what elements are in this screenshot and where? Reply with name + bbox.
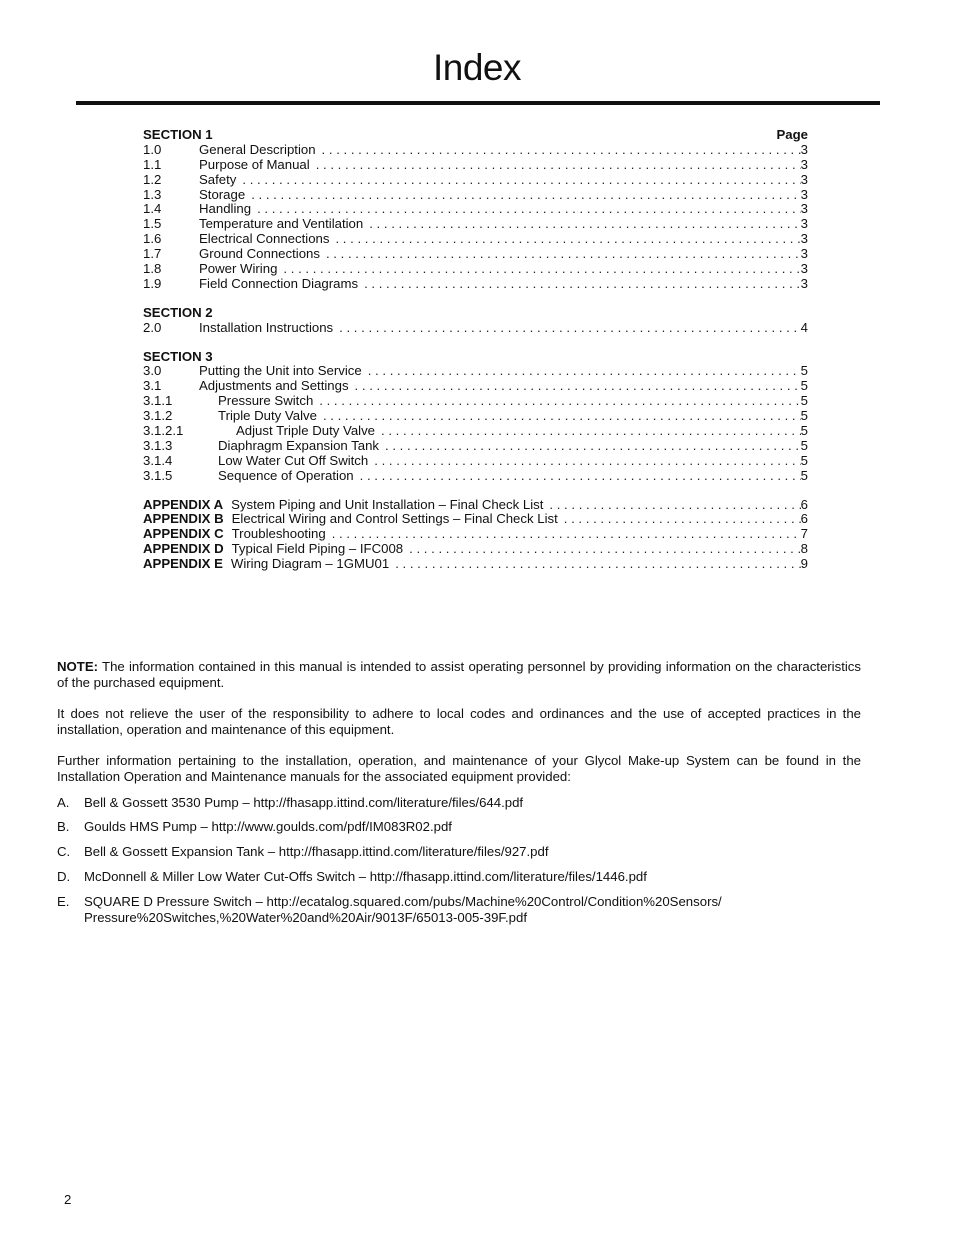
toc-entry-number: 3.1.5 [143, 467, 173, 483]
toc-entry-title-wrap [199, 217, 801, 232]
dot-leader [355, 379, 801, 394]
dot-leader [335, 232, 800, 247]
toc-entry-page: 3 [800, 186, 808, 202]
toc-entry-number: 3.1 [143, 378, 162, 394]
toc-entry-number: 1.9 [143, 275, 162, 291]
toc-entry-title-wrap [199, 173, 801, 188]
toc-entry[interactable] [143, 143, 808, 158]
toc-entry-title-wrap [199, 394, 801, 409]
toc-entry-title: Adjustments and Settings [199, 378, 349, 394]
toc-entry-number: 1.3 [143, 186, 162, 202]
section-heading [143, 128, 808, 143]
dot-leader [564, 512, 801, 527]
toc-entry[interactable] [143, 188, 808, 203]
appendix-entry[interactable] [143, 527, 808, 542]
toc-entry-number: 3.1.2 [143, 408, 173, 424]
toc-entry-number: 1.5 [143, 216, 162, 232]
toc-entry[interactable] [143, 469, 808, 484]
toc-entry-title: Low Water Cut Off Switch [218, 452, 369, 468]
toc-entry-title-wrap [199, 364, 801, 379]
toc-entry-title: Pressure Switch [218, 393, 314, 409]
toc-entry-title: Ground Connections [199, 246, 320, 262]
appendix-label: APPENDIX E [143, 556, 223, 572]
toc-entry[interactable] [143, 424, 808, 439]
dot-leader [283, 262, 800, 277]
toc-entry-number: 2.0 [143, 319, 162, 335]
toc-entry-page: 3 [800, 201, 808, 217]
appendix-title-wrap [231, 498, 801, 513]
reference-letter: B. [57, 819, 70, 835]
reference-text: Bell & Gossett 3530 Pump – http://fhasapp.ittind.com/literature/files/644.pdf [84, 794, 524, 810]
toc-entry-title: Field Connection Diagrams [199, 275, 359, 291]
toc-sections [143, 128, 808, 484]
appendix-page: 8 [800, 541, 808, 557]
toc-entry-title: Storage [199, 186, 246, 202]
appendix-entry[interactable] [143, 542, 808, 557]
dot-leader [323, 409, 801, 424]
dot-leader [360, 469, 801, 484]
toc-entry-title: Adjust Triple Duty Valve [236, 423, 376, 439]
reference-list [57, 795, 861, 925]
toc-entry-title-wrap [199, 439, 801, 454]
toc-entry-number: 1.8 [143, 261, 162, 277]
reference-letter: E. [57, 894, 70, 910]
dot-leader [409, 542, 801, 557]
page-column-header: Page [776, 127, 808, 142]
appendix-label: APPENDIX A [143, 496, 224, 512]
note-label: NOTE: [57, 659, 99, 674]
toc-entry-title: General Description [199, 141, 316, 157]
toc-entry[interactable] [143, 202, 808, 217]
table-of-contents [143, 128, 808, 572]
toc-entry-number: 3.1.1 [143, 393, 173, 409]
toc-section [143, 128, 808, 292]
dot-leader [322, 143, 801, 158]
reference-item [57, 844, 861, 859]
section-heading [143, 306, 808, 321]
reference-letter: C. [57, 844, 71, 860]
toc-entry[interactable] [143, 247, 808, 262]
reference-item [57, 894, 861, 925]
dot-leader [257, 202, 801, 217]
reference-item [57, 795, 861, 810]
dot-leader [385, 439, 801, 454]
toc-entry[interactable] [143, 409, 808, 424]
section-heading-label: SECTION 1 [143, 127, 213, 142]
appendix-title-wrap [232, 542, 801, 557]
toc-entry-title-wrap [199, 469, 801, 484]
dot-leader [368, 364, 801, 379]
toc-entry-page: 3 [800, 156, 808, 172]
appendix-label: APPENDIX C [143, 526, 224, 542]
appendix-title-wrap [232, 512, 801, 527]
dot-leader [381, 424, 801, 439]
dot-leader [319, 394, 800, 409]
toc-entry-page: 5 [800, 467, 808, 483]
dot-leader [242, 173, 800, 188]
toc-entry-title-wrap [199, 424, 801, 439]
toc-entry[interactable] [143, 232, 808, 247]
responsibility-paragraph: It does not relieve the user of the responsibility to adhere to local codes and ordinances and the use of accepted practices in the installation, operation and maintenance of this equipment. [57, 706, 861, 737]
toc-entry-title-wrap [199, 454, 801, 469]
toc-entry[interactable] [143, 321, 808, 336]
toc-entry-title: Electrical Connections [199, 231, 330, 247]
note-paragraph [57, 659, 861, 690]
toc-entry-number: 1.0 [143, 141, 162, 157]
appendix-entry[interactable] [143, 498, 808, 513]
toc-entry[interactable] [143, 394, 808, 409]
toc-entry-page: 3 [800, 261, 808, 277]
toc-entry[interactable] [143, 454, 808, 469]
appendix-label: APPENDIX D [143, 541, 224, 557]
appendix-title-wrap [232, 527, 801, 542]
appendix-title: Typical Field Piping – IFC008 [231, 541, 404, 557]
toc-entry-number: 1.1 [143, 156, 162, 172]
reference-text: Goulds HMS Pump – http://www.goulds.com/pdf/IM083R02.pdf [84, 819, 452, 835]
page-number: 2 [64, 1192, 72, 1207]
title-divider [76, 101, 880, 105]
toc-entry-title-wrap [199, 379, 801, 394]
toc-entry-title-wrap [199, 232, 801, 247]
appendix-title: Wiring Diagram – 1GMU01 [230, 556, 390, 572]
toc-entry-title-wrap [199, 277, 801, 292]
appendix-page: 9 [800, 556, 808, 572]
toc-entry-title-wrap [199, 262, 801, 277]
appendix-page: 7 [800, 526, 808, 542]
appendix-page: 6 [800, 511, 808, 527]
section-heading [143, 350, 808, 365]
toc-entry-page: 5 [800, 423, 808, 439]
toc-entry-title-wrap [199, 158, 801, 173]
dot-leader [549, 498, 800, 513]
dot-leader [251, 188, 800, 203]
toc-entry-title-wrap [199, 321, 801, 336]
toc-entry-page: 3 [800, 171, 808, 187]
dot-leader [395, 557, 800, 572]
toc-entry-title-wrap [199, 409, 801, 424]
toc-entry[interactable] [143, 158, 808, 173]
toc-entry-number: 1.4 [143, 201, 162, 217]
toc-entry[interactable] [143, 439, 808, 454]
reference-text: Bell & Gossett Expansion Tank – http://fhasapp.ittind.com/literature/files/927.pdf [84, 844, 549, 860]
reference-text: SQUARE D Pressure Switch – http://ecatalog.squared.com/pubs/Machine%20Control/Condition%20Sensors/ Pressure%20Switches,%20Water%20and%20Air/9013F/65013-005-39F.pdf [84, 894, 722, 925]
appendix-page: 6 [800, 496, 808, 512]
dot-leader [364, 277, 801, 292]
dot-leader [369, 217, 800, 232]
appendix-entry[interactable] [143, 512, 808, 527]
toc-entry-title-wrap [199, 143, 801, 158]
toc-entry-page: 5 [800, 437, 808, 453]
toc-entry-title-wrap [199, 202, 801, 217]
reference-text: McDonnell & Miller Low Water Cut-Offs Switch – http://fhasapp.ittind.com/literature/files/1446.pdf [84, 869, 647, 885]
toc-entry-title: Safety [199, 171, 237, 187]
toc-entry-page: 5 [800, 408, 808, 424]
toc-entry-number: 1.6 [143, 231, 162, 247]
further-info-paragraph: Further information pertaining to the installation, operation, and maintenance of your Glycol Make-up System can be found in the Installation Operation and Maintenance manuals for the associated equipment provided: [57, 753, 861, 784]
toc-entry[interactable] [143, 217, 808, 232]
toc-section [143, 306, 808, 336]
appendix-title: Electrical Wiring and Control Settings – Final Check List [231, 511, 558, 527]
toc-entry-page: 3 [800, 141, 808, 157]
toc-entry-number: 1.7 [143, 246, 162, 262]
dot-leader [316, 158, 801, 173]
toc-entry-page: 3 [800, 216, 808, 232]
page-title: Index [432, 47, 521, 88]
toc-entry-number: 1.2 [143, 171, 162, 187]
toc-entry-title: Temperature and Ventilation [199, 216, 364, 232]
dot-leader [374, 454, 800, 469]
toc-entry-title-wrap [199, 247, 801, 262]
toc-entry-title: Putting the Unit into Service [199, 363, 362, 379]
toc-entry-page: 5 [800, 363, 808, 379]
toc-entry[interactable] [143, 173, 808, 188]
section-heading-label: SECTION 2 [143, 304, 213, 320]
toc-entry-page: 3 [800, 246, 808, 262]
section-heading-label: SECTION 3 [143, 348, 213, 364]
toc-appendices [143, 498, 808, 572]
toc-entry-title: Power Wiring [199, 261, 278, 277]
toc-entry-page: 3 [800, 231, 808, 247]
toc-entry-page: 5 [800, 452, 808, 468]
dot-leader [326, 247, 801, 262]
toc-entry-number: 3.1.4 [143, 452, 173, 468]
appendix-title-wrap [231, 557, 801, 572]
toc-entry-number: 3.1.3 [143, 437, 173, 453]
appendix-entry[interactable] [143, 557, 808, 572]
toc-entry-title: Installation Instructions [199, 319, 334, 335]
reference-item [57, 869, 861, 884]
dot-leader [332, 527, 801, 542]
toc-entry-number: 3.1.2.1 [143, 423, 184, 439]
toc-entry-page: 5 [800, 378, 808, 394]
appendix-title: System Piping and Unit Installation – Final Check List [231, 496, 544, 512]
notes-block [57, 659, 861, 935]
toc-entry-title: Handling [199, 201, 252, 217]
toc-entry-title: Diaphragm Expansion Tank [218, 437, 380, 453]
reference-item [57, 819, 861, 834]
toc-entry-title: Triple Duty Valve [218, 408, 317, 424]
toc-entry[interactable] [143, 379, 808, 394]
toc-entry-page: 5 [800, 393, 808, 409]
note-text: The information contained in this manual is intended to assist operating personnel by providing information on the characteristics of the purchased equipment. [57, 659, 861, 690]
toc-entry-page: 3 [800, 275, 808, 291]
toc-entry[interactable] [143, 364, 808, 379]
dot-leader [339, 321, 801, 336]
appendix-title: Troubleshooting [231, 526, 326, 542]
toc-entry[interactable] [143, 262, 808, 277]
appendix-label: APPENDIX B [143, 511, 224, 527]
toc-entry-title-wrap [199, 188, 801, 203]
reference-letter: D. [57, 869, 71, 885]
toc-entry-title: Purpose of Manual [199, 156, 310, 172]
toc-entry-page: 4 [800, 319, 808, 335]
toc-section [143, 350, 808, 484]
toc-entry-title: Sequence of Operation [218, 467, 354, 483]
toc-entry[interactable] [143, 277, 808, 292]
reference-letter: A. [57, 794, 70, 810]
toc-entry-number: 3.0 [143, 363, 162, 379]
